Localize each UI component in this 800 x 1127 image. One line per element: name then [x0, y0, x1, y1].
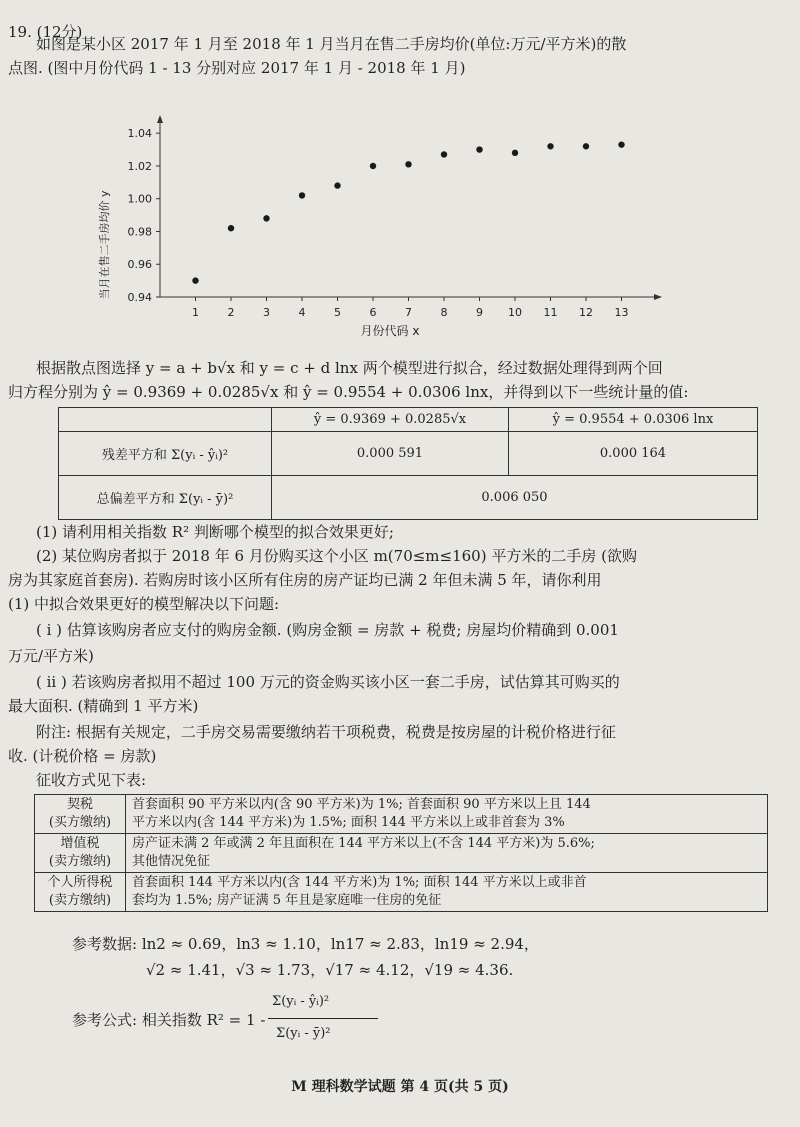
tax-payer: (卖方缴纳)	[48, 854, 112, 869]
question-2-line-3: (1) 中拟合效果更好的模型解决以下问题:	[8, 595, 280, 613]
statistics-table	[58, 407, 758, 520]
y-tick-label: 1.04	[127, 127, 152, 141]
stats-corner-cell	[59, 408, 272, 432]
question-2-line-1: (2) 某位购房者拟于 2018 年 6 月份购买这个小区 m(70≤m≤160) 平方米的二手房 (欲购	[36, 547, 637, 565]
x-tick-label: 5	[334, 306, 341, 319]
tax-name: 契税	[66, 797, 93, 812]
data-point	[263, 215, 269, 221]
x-ticks	[192, 297, 629, 319]
tax-rule-line: 平方米以内(含 144 平方米)为 1.5%; 面积 144 平方米以上或非首套为 3%	[132, 815, 565, 830]
y-tick-label: 0.96	[127, 258, 152, 272]
stats-residual-model-1: 0.000 591	[272, 432, 509, 476]
intro-line-2: 点图. (图中月份代码 1 - 13 分别对应 2017 年 1 月 - 2018 年 1 月)	[8, 59, 466, 77]
stats-row-label-total: 总偏差平方和 Σ(yᵢ - ȳ)²	[59, 476, 272, 520]
sub-question-i-line-2: 万元/平方米)	[8, 647, 94, 665]
paragraph-1-line-2: 归方程分别为 ŷ = 0.9369 + 0.0285√x 和 ŷ = 0.9554 + 0.0306 lnx，并得到以下一些统计量的值:	[8, 383, 689, 401]
data-points	[192, 141, 624, 283]
stats-row-label-residual: 残差平方和 Σ(yᵢ - ŷᵢ)²	[59, 432, 272, 476]
x-axis-arrow	[654, 294, 662, 300]
data-point	[547, 143, 553, 149]
sub-question-i-line-1: ( i ) 估算该购房者应支付的购房金额. (购房金额 = 房款 + 税费; 房屋均价精确到 0.001	[36, 621, 619, 639]
x-axis-label: 月份代码 x	[360, 324, 420, 338]
x-tick-label: 13	[614, 306, 629, 319]
tax-row-deed	[35, 795, 768, 834]
intro-line-1: 如图是某小区 2017 年 1 月至 2018 年 1 月当月在售二手房均价(单位:万元/平方米)的散	[36, 35, 627, 53]
x-tick-label: 8	[440, 306, 448, 319]
x-tick-label: 1	[192, 306, 199, 319]
reference-formula-label: 参考公式: 相关指数 R² = 1 -	[72, 1011, 266, 1029]
y-axis-label: 当月在售二手房均价 y	[98, 190, 111, 300]
scatter-chart	[70, 95, 670, 355]
tax-rule-line: 首套面积 90 平方米以内(含 90 平方米)为 1%; 首套面积 90 平方米以上且 144	[132, 797, 591, 812]
tax-row-vat	[35, 834, 768, 873]
stats-total-deviation: 0.006 050	[272, 476, 758, 520]
paragraph-1-line-1: 根据散点图选择 y = a + b√x 和 y = c + d lnx 两个模型进行拟合，经过数据处理得到两个回	[36, 359, 663, 377]
question-number: 19. (12分)	[8, 23, 83, 41]
tax-payer: (卖方缴纳)	[48, 893, 112, 908]
x-tick-label: 3	[263, 306, 270, 319]
x-tick-label: 6	[369, 306, 377, 319]
data-point	[583, 143, 589, 149]
x-tick-label: 2	[227, 306, 235, 319]
x-tick-label: 9	[476, 306, 483, 319]
tax-rule-line: 房产证未满 2 年或满 2 年且面积在 144 平方米以上(不含 144 平方米)为 5.6%;	[132, 836, 595, 851]
y-tick-label: 0.94	[127, 291, 152, 304]
y-ticks	[128, 127, 161, 304]
stats-col-header-2: ŷ = 0.9554 + 0.0306 lnx	[508, 408, 757, 432]
reference-data-line-1: 参考数据: ln2 ≈ 0.69，ln3 ≈ 1.10，ln17 ≈ 2.83，ln19 ≈ 2.94，	[72, 935, 539, 953]
page-footer: M 理科数学试题 第 4 页(共 5 页)	[291, 1079, 509, 1095]
y-tick-label: 0.98	[127, 225, 152, 239]
tax-rule-line: 其他情况免征	[132, 854, 211, 869]
tax-rule-line: 首套面积 144 平方米以内(含 144 平方米)为 1%; 面积 144 平方米以上或非首	[132, 875, 587, 890]
data-point	[405, 161, 411, 167]
stats-col-header-1: ŷ = 0.9369 + 0.0285√x	[272, 408, 509, 432]
note-line-3: 征收方式见下表:	[36, 771, 147, 789]
formula-denominator: Σ(yᵢ - ȳ)²	[276, 1026, 331, 1041]
note-line-1: 附注: 根据有关规定，二手房交易需要缴纳若干项税费，税费是按房屋的计税价格进行征	[36, 723, 616, 741]
question-1: (1) 请利用相关指数 R² 判断哪个模型的拟合效果更好;	[36, 523, 394, 541]
data-point	[370, 163, 376, 169]
reference-data-line-2: √2 ≈ 1.41，√3 ≈ 1.73，√17 ≈ 4.12，√19 ≈ 4.36.	[146, 961, 514, 979]
x-tick-label: 10	[508, 306, 522, 319]
x-tick-label: 11	[543, 306, 558, 319]
data-point	[476, 146, 482, 152]
stats-residual-model-2: 0.000 164	[508, 432, 757, 476]
tax-name: 个人所得税	[47, 875, 113, 890]
note-line-2: 收. (计税价格 = 房款)	[8, 747, 157, 765]
y-tick-label: 1.00	[127, 192, 152, 206]
y-axis-arrow	[157, 115, 163, 123]
y-axis-title	[97, 190, 111, 299]
tax-row-income	[35, 873, 768, 912]
sub-question-ii-line-2: 最大面积. (精确到 1 平方米)	[8, 697, 199, 715]
formula-fraction-bar	[268, 1018, 378, 1019]
data-point	[299, 192, 305, 198]
formula-numerator: Σ(yᵢ - ŷᵢ)²	[272, 994, 330, 1009]
data-point	[192, 277, 198, 283]
data-point	[512, 150, 518, 156]
sub-question-ii-line-1: ( ii ) 若该购房者拟用不超过 100 万元的资金购买该小区一套二手房，试估算其可购买的	[36, 673, 620, 691]
tax-rule-line: 套均为 1.5%; 房产证满 5 年且是家庭唯一住房的免征	[132, 893, 442, 908]
tax-name: 增值税	[60, 836, 100, 851]
question-2-line-2: 房为其家庭首套房). 若购房时该小区所有住房的房产证均已满 2 年但未满 5 年，请你利用	[8, 571, 602, 589]
data-point	[334, 182, 340, 188]
tax-table	[34, 794, 768, 912]
data-point	[618, 141, 624, 147]
tax-payer: (买方缴纳)	[48, 815, 112, 830]
y-tick-label: 1.02	[127, 159, 152, 173]
data-point	[228, 225, 234, 231]
data-point	[441, 151, 447, 157]
x-tick-label: 4	[298, 306, 306, 319]
x-tick-label: 7	[405, 306, 412, 319]
x-tick-label: 12	[579, 306, 593, 319]
